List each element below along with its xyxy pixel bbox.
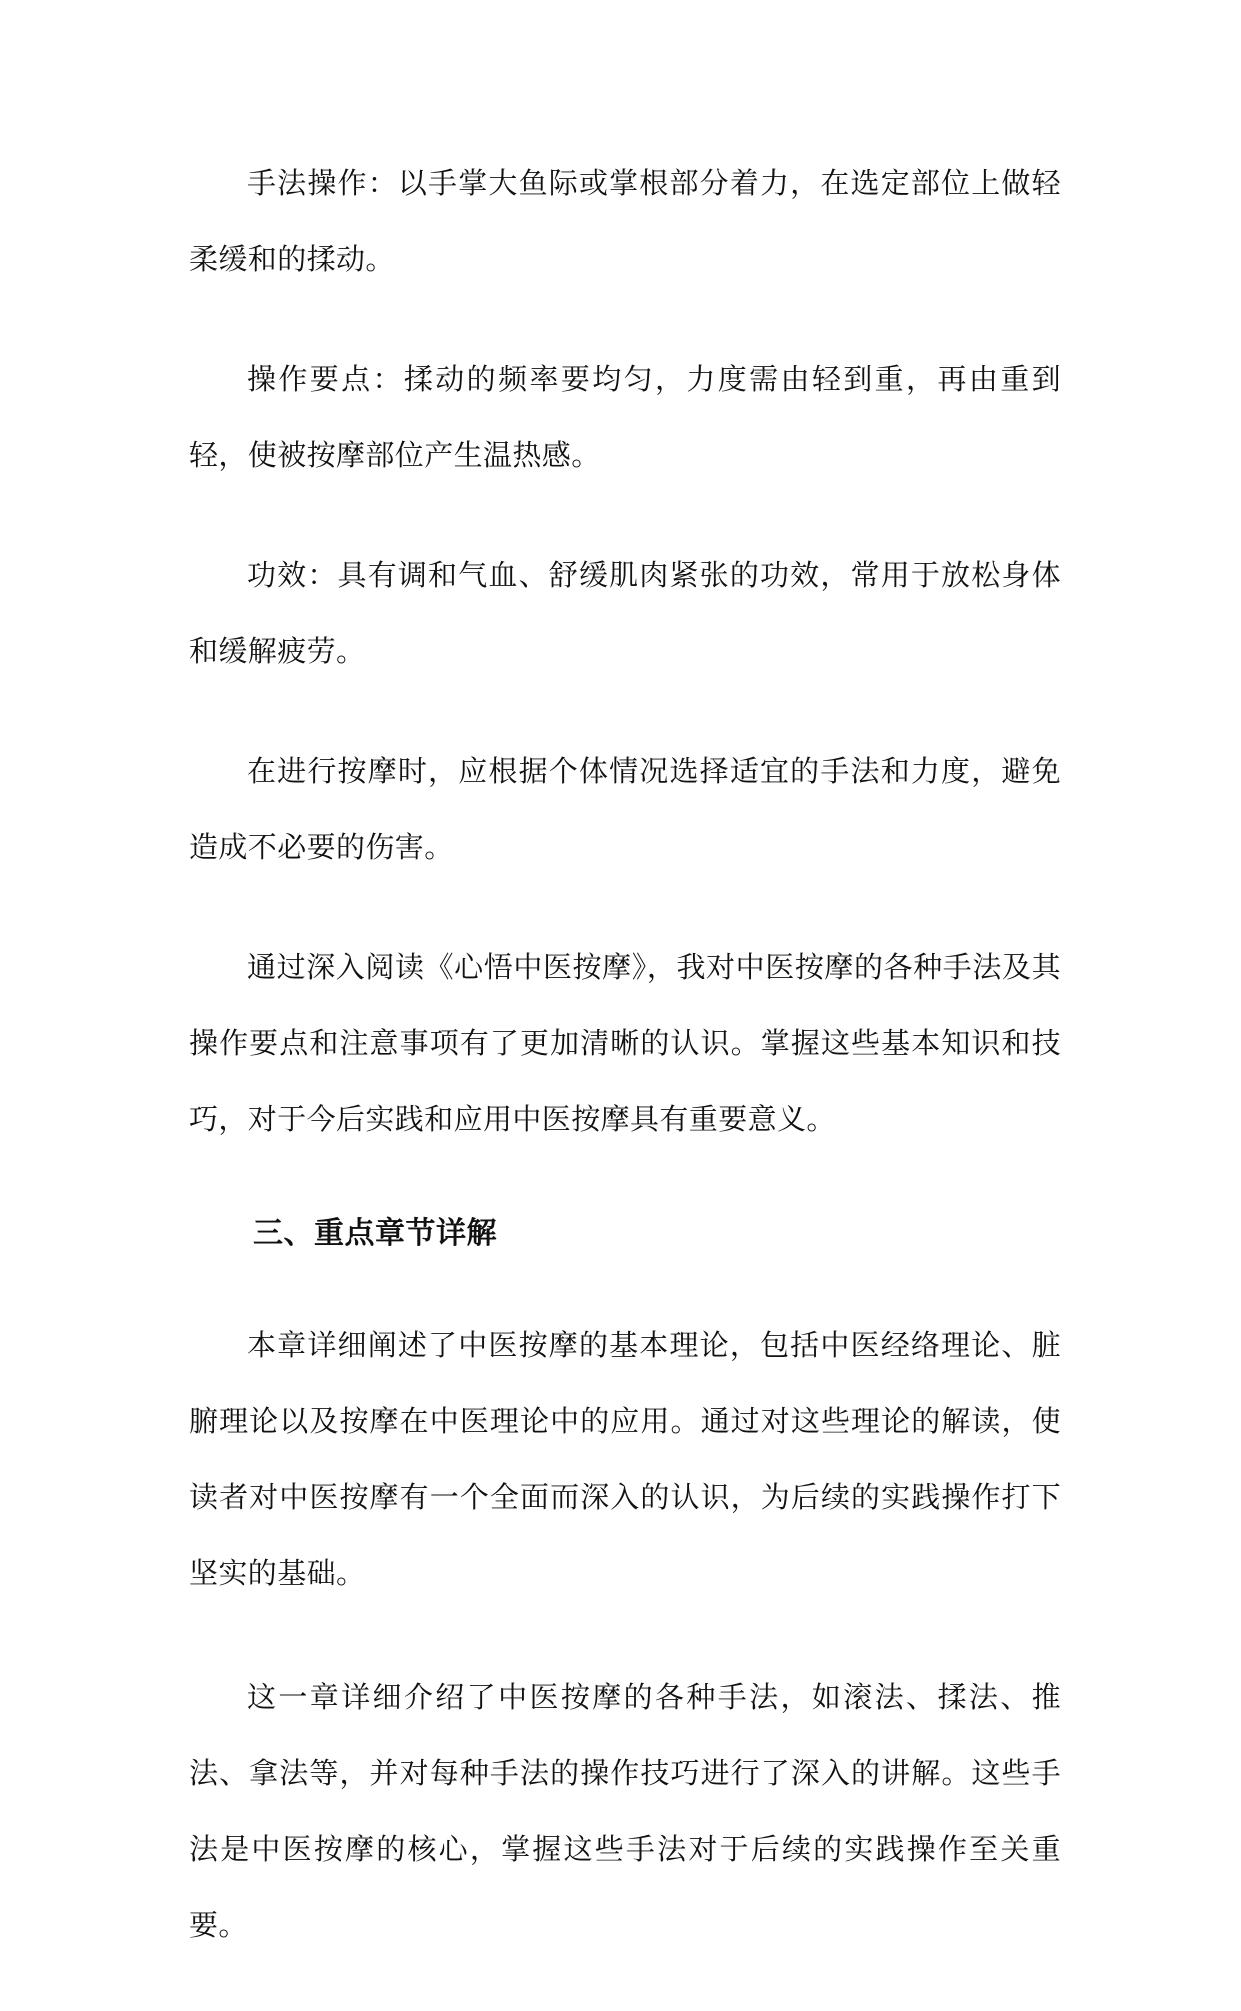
paragraph-technique: 手法操作：以手掌大鱼际或掌根部分着力，在选定部位上做轻柔缓和的揉动。 xyxy=(189,166,1061,276)
paragraph-efficacy: 功效：具有调和气血、舒缓肌肉紧张的功效，常用于放松身体和缓解疲劳。 xyxy=(189,558,1061,668)
paragraph-theory: 本章详细阐述了中医按摩的基本理论，包括中医经络理论、脏腑理论以及按摩在中医理论中的应用。通过对这些理论的解读，使读者对中医按摩有一个全面而深入的认识，为后续的实践操作打下坚实的基础。 xyxy=(189,1328,1061,1590)
paragraph-key-points: 操作要点：揉动的频率要均匀，力度需由轻到重，再由重到轻，使被按摩部位产生温热感。 xyxy=(189,362,1061,472)
paragraph-techniques-chapter: 这一章详细介绍了中医按摩的各种手法，如滚法、揉法、推法、拿法等，并对每种手法的操作技巧进行了深入的讲解。这些手法是中医按摩的核心，掌握这些手法对于后续的实践操作至关重要。 xyxy=(189,1680,1061,1942)
paragraph-summary: 通过深入阅读《心悟中医按摩》，我对中医按摩的各种手法及其操作要点和注意事项有了更加清晰的认识。掌握这些基本知识和技巧，对于今后实践和应用中医按摩具有重要意义。 xyxy=(189,950,1061,1136)
paragraph-caution: 在进行按摩时，应根据个体情况选择适宜的手法和力度，避免造成不必要的伤害。 xyxy=(189,754,1061,864)
section-heading: 三、重点章节详解 xyxy=(253,1216,497,1251)
document-body xyxy=(189,145,1061,2011)
